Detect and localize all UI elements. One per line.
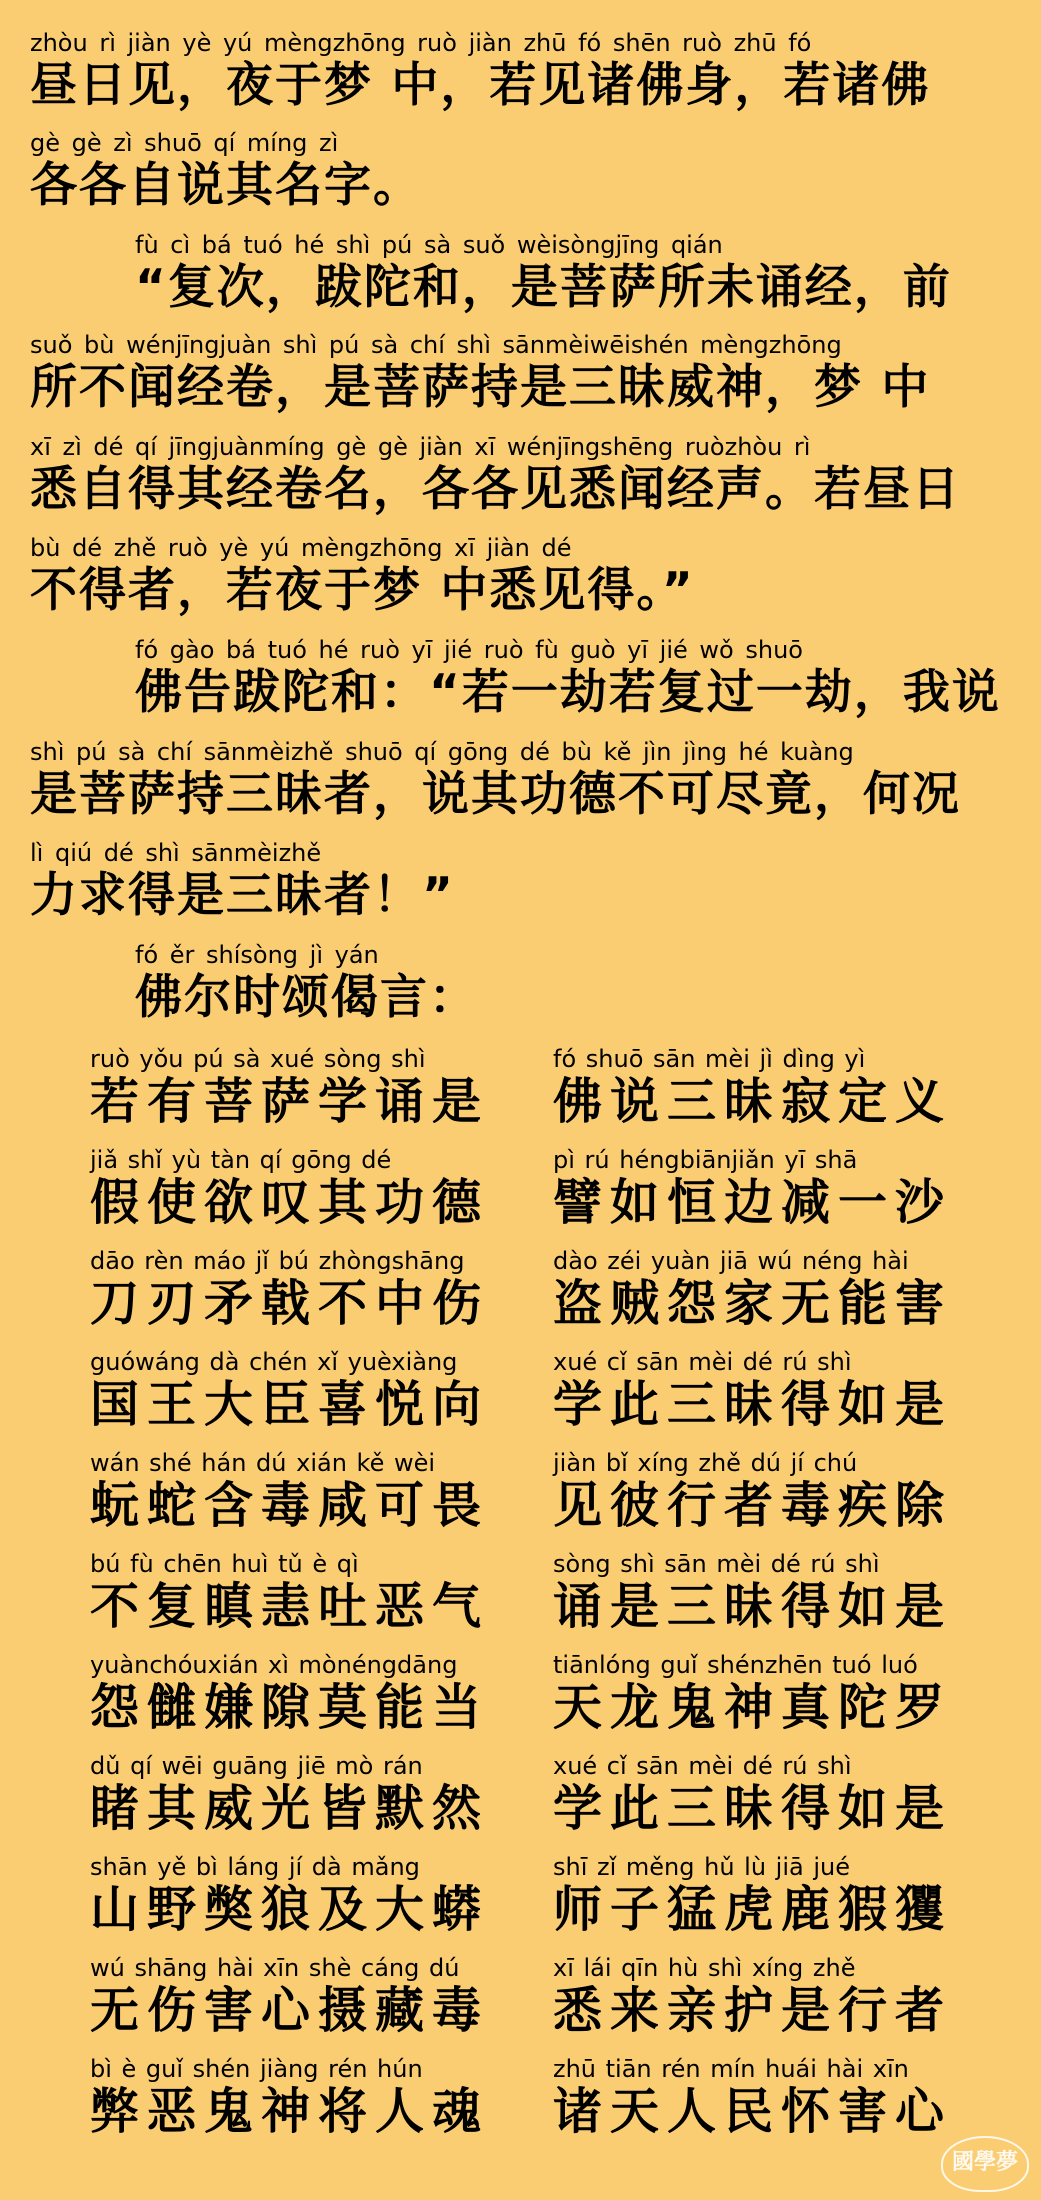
pinyin-row: xué cǐ sān mèi dé rú shì [553,1348,852,1376]
pinyin-row: zhū tiān rén mín huái hài xīn [553,2055,909,2083]
hanzi-row: 不得者，若夜于梦 中悉见得。” [30,563,695,618]
pinyin-row: bú fù chēn huì tǔ è qì [90,1550,359,1578]
hanzi-row: 昼日见，夜于梦 中，若见诸佛身，若诸佛 [30,58,931,113]
hanzi-row: 假使欲叹其功德 [90,1174,490,1231]
pinyin-row: bù dé zhě ruò yè yú mèngzhōng xī jiàn dé [30,534,572,562]
pinyin-row: shī zǐ měng hǔ lù jiā jué [553,1853,850,1881]
pinyin-row: xī lái qīn hù shì xíng zhě [553,1954,856,1982]
hanzi-row: 师子猛虎鹿猳玃 [553,1881,953,1938]
verse-row [0,1448,1041,1548]
pinyin-row: fù cì bá tuó hé shì pú sà suǒ wèisòngjīng qián [135,231,723,259]
prose-line [30,432,1020,518]
pinyin-row: tiānlóng guǐ shénzhēn tuó luó [553,1651,918,1679]
hanzi-row: “复次，跋陀和，是菩萨所未诵经，前 [135,260,952,315]
prose-line [30,330,1020,416]
hanzi-row: 诵是三昧得如是 [553,1578,953,1635]
hanzi-row: 睹其威光皆默然 [90,1780,490,1837]
verse-right [553,1044,983,1130]
pinyin-row: dǔ qí wēi guāng jiē mò rán [90,1752,423,1780]
pinyin-row: yuànchóuxián xì mònéngdāng [90,1651,458,1679]
prose-line [30,838,1020,924]
hanzi-row: 力求得是三昧者！” [30,868,455,923]
verse-left [90,1145,520,1231]
hanzi-row: 悉自得其经卷名，各各见悉闻经声。若昼日 [30,462,961,517]
pinyin-row: gè gè zì shuō qí míng zì [30,129,339,157]
verse-right [553,1347,983,1433]
verse-left [90,2054,520,2140]
pinyin-row: xué cǐ sān mèi dé rú shì [553,1752,852,1780]
verse-left [90,1246,520,1332]
pinyin-row: lì qiú dé shì sānmèizhě [30,839,322,867]
verse-right [553,1246,983,1332]
prose-line [30,28,1020,114]
hanzi-row: 诸天人民怀害心 [553,2083,953,2140]
verse-right [553,1953,983,2039]
verse-row [0,1145,1041,1245]
hanzi-row: 盗贼怨家无能害 [553,1275,953,1332]
prose-line [30,940,1041,1026]
hanzi-row: 见彼行者毒疾除 [553,1477,953,1534]
hanzi-row: 无伤害心摄藏毒 [90,1982,490,2039]
prose-line [30,533,1020,619]
verse-left [90,1650,520,1736]
pinyin-row: pì rú héngbiānjiǎn yī shā [553,1146,858,1174]
verse-right [553,1549,983,1635]
verse-left [90,1448,520,1534]
verse-row [0,1953,1041,2053]
hanzi-row: 佛尔时颂偈言： [135,970,478,1025]
verse-right [553,1852,983,1938]
hanzi-row: 是菩萨持三昧者，说其功德不可尽竟，何况 [30,767,961,822]
verse-row [0,1347,1041,1447]
pinyin-row: fó shuō sān mèi jì dìng yì [553,1045,866,1073]
hanzi-row: 学此三昧得如是 [553,1376,953,1433]
pinyin-row: dào zéi yuàn jiā wú néng hài [553,1247,909,1275]
verse-row [0,1246,1041,1346]
hanzi-row: 所不闻经卷，是菩萨持是三昧威神，梦 中 [30,360,931,415]
hanzi-row: 譬如恒边减一沙 [553,1174,953,1231]
hanzi-row: 佛告跋陀和：“若一劫若复过一劫，我说 [135,665,1001,720]
pinyin-row: fó ěr shísòng jì yán [135,941,379,969]
verse-right [553,1650,983,1736]
prose-line [30,230,1041,316]
pinyin-row: wán shé hán dú xián kě wèi [90,1449,436,1477]
verse-right [553,1145,983,1231]
hanzi-row: 学此三昧得如是 [553,1780,953,1837]
seal-logo-icon: 國學夢 [941,2136,1029,2192]
verse-row [0,1751,1041,1851]
hanzi-row: 刀刃矛戟不中伤 [90,1275,490,1332]
hanzi-row: 佛说三昧寂定义 [553,1073,953,1130]
pinyin-row: dāo rèn máo jǐ bú zhòngshāng [90,1247,465,1275]
verse-left [90,1347,520,1433]
pinyin-row: fó gào bá tuó hé ruò yī jié ruò fù guò yī jié wǒ shuō [135,636,803,664]
verse-right [553,1751,983,1837]
hanzi-row: 山野獘狼及大蟒 [90,1881,490,1938]
verse-row [0,1044,1041,1144]
pinyin-row: suǒ bù wénjīngjuàn shì pú sà chí shì sānmèiwēishén mèngzhōng [30,331,842,359]
pinyin-row: jiàn bǐ xíng zhě dú jí chú [553,1449,858,1477]
hanzi-row: 若有菩萨学诵是 [90,1073,490,1130]
verse-row [0,2054,1041,2154]
verse-left [90,1751,520,1837]
prose-line [30,635,1041,721]
pinyin-row: shì pú sà chí sānmèizhě shuō qí gōng dé bù kě jìn jìng hé kuàng [30,738,854,766]
prose-line [30,737,1020,823]
verse-row [0,1549,1041,1649]
pinyin-row: shān yě bì láng jí dà mǎng [90,1853,420,1881]
verse-left [90,1953,520,2039]
pinyin-row: xī zì dé qí jīngjuànmíng gè gè jiàn xī wénjīngshēng ruòzhòu rì [30,433,811,461]
hanzi-row: 各各自说其名字。 [30,158,422,213]
pinyin-row: guówáng dà chén xǐ yuèxiàng [90,1348,458,1376]
pinyin-row: bì è guǐ shén jiàng rén hún [90,2055,423,2083]
verse-row [0,1852,1041,1952]
verse-left [90,1549,520,1635]
pinyin-row: wú shāng hài xīn shè cáng dú [90,1954,460,1982]
hanzi-row: 天龙鬼神真陀罗 [553,1679,953,1736]
hanzi-row: 怨雠嫌隙莫能当 [90,1679,490,1736]
pinyin-row: sòng shì sān mèi dé rú shì [553,1550,880,1578]
prose-line [30,128,1020,214]
pinyin-row: zhòu rì jiàn yè yú mèngzhōng ruò jiàn zhū fó shēn ruò zhū fó [30,29,812,57]
verse-right [553,2054,983,2140]
hanzi-row: 蚖蛇含毒咸可畏 [90,1477,490,1534]
hanzi-row: 不复瞋恚吐恶气 [90,1578,490,1635]
hanzi-row: 悉来亲护是行者 [553,1982,953,2039]
hanzi-row: 国王大臣喜悦向 [90,1376,490,1433]
hanzi-row: 弊恶鬼神将人魂 [90,2083,490,2140]
pinyin-row: jiǎ shǐ yù tàn qí gōng dé [90,1146,392,1174]
verse-row [0,1650,1041,1750]
pinyin-row: ruò yǒu pú sà xué sòng shì [90,1045,426,1073]
verse-right [553,1448,983,1534]
verse-left [90,1044,520,1130]
verse-left [90,1852,520,1938]
